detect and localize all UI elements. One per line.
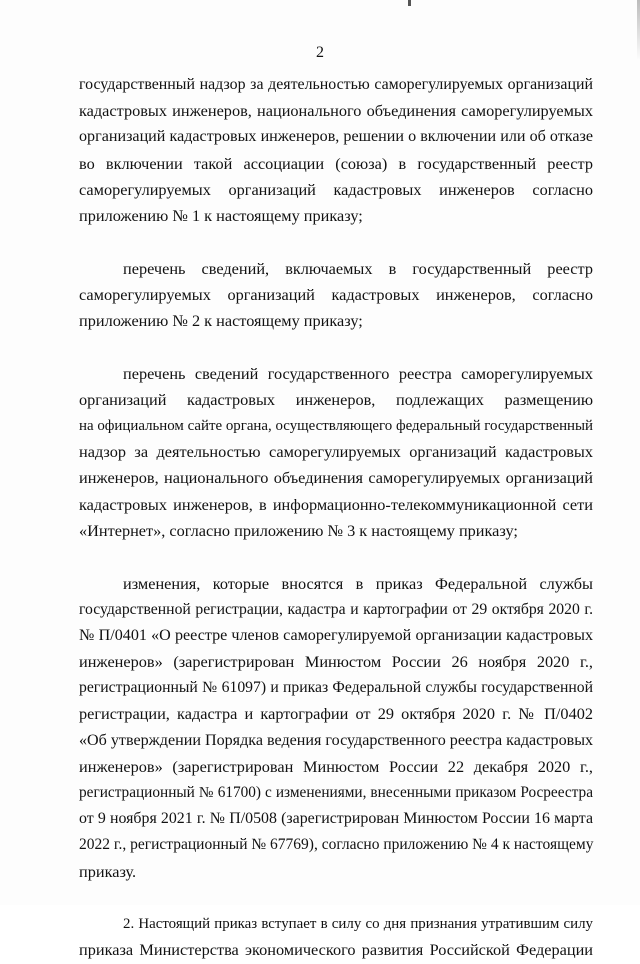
text-line: саморегулируемых организаций кадастровых инженеров, согласно <box>79 284 593 304</box>
paragraph-5 <box>79 911 593 963</box>
text-line: регистрации, кадастра и картографии от 29 октября 2020 г. № П/0402 <box>79 704 593 724</box>
scan-artifact <box>408 0 411 6</box>
document-body <box>79 72 593 964</box>
paragraph-4 <box>79 571 593 885</box>
page-number: 2 <box>316 44 324 61</box>
text-line: «Интернет», согласно приложению № 3 к настоящему приказу; <box>79 520 518 540</box>
text-line: регистрационный № 61097) и приказ Федеральной службы государственной <box>79 679 593 697</box>
text-line: кадастровых инженеров, национального объединения саморегулируемых <box>79 101 593 121</box>
text-line: перечень сведений государственного реестра саморегулируемых <box>123 363 593 383</box>
text-line: регистрационный № 61700) с изменениями, внесенными приказом Росреестра <box>79 784 593 801</box>
text-line: государственный надзор за деятельностью саморегулируемых организаций <box>79 76 593 93</box>
text-line: кадастровых инженеров, в информационно-телекоммуникационной сети <box>79 494 593 514</box>
paragraph-3 <box>79 361 593 544</box>
text-line: № П/0401 «О реестре членов саморегулируемой организации кадастровых <box>79 626 593 644</box>
text-line: приложению № 2 к настоящему приказу; <box>79 311 363 330</box>
text-line: приказа Министерства экономического развития Российской Федерации <box>79 940 593 960</box>
text-line: 2022 г., регистрационный № 67769), согласно приложению № 4 к настоящему <box>79 836 594 854</box>
text-line: приложению № 1 к настоящему приказу; <box>79 205 363 225</box>
text-line: организаций кадастровых инженеров, решении о включении или об отказе <box>79 128 593 146</box>
text-line: инженеров, национального объединения саморегулируемых организаций <box>79 468 593 488</box>
text-line: государственной регистрации, кадастра и картографии от 29 октября 2020 г. <box>79 600 593 618</box>
text-line: надзор за деятельностью саморегулируемых организаций кадастровых <box>79 442 593 462</box>
paragraph-1 <box>79 72 593 229</box>
text-line: на официальном сайте органа, осуществляющего федеральный государственный <box>79 418 593 435</box>
text-line: «Об утверждении Порядка ведения государственного реестра кадастровых <box>79 731 594 749</box>
text-line: 2. Настоящий приказ вступает в силу со дня признания утратившим силу <box>123 916 593 933</box>
text-line: инженеров» (зарегистрирован Минюстом России 26 ноября 2020 г., <box>79 652 593 672</box>
paragraph-2 <box>79 256 593 335</box>
text-line: от 9 ноября 2021 г. № П/0508 (зарегистрирован Минюстом России 16 марта <box>79 810 593 828</box>
text-line: изменения, которые вносятся в приказ Федеральной службы <box>123 573 593 593</box>
text-line: приказу. <box>79 861 137 881</box>
text-line: организаций кадастровых инженеров, подлежащих размещению <box>79 389 593 409</box>
text-line: во включении такой ассоциации (союза) в государственный реестр <box>79 153 593 173</box>
text-line: перечень сведений, включаемых в государственный реестр <box>123 258 593 278</box>
text-line: саморегулируемых организаций кадастровых инженеров согласно <box>79 179 593 199</box>
text-line: инженеров» (зарегистрирован Минюстом России 22 декабря 2020 г., <box>79 756 593 776</box>
